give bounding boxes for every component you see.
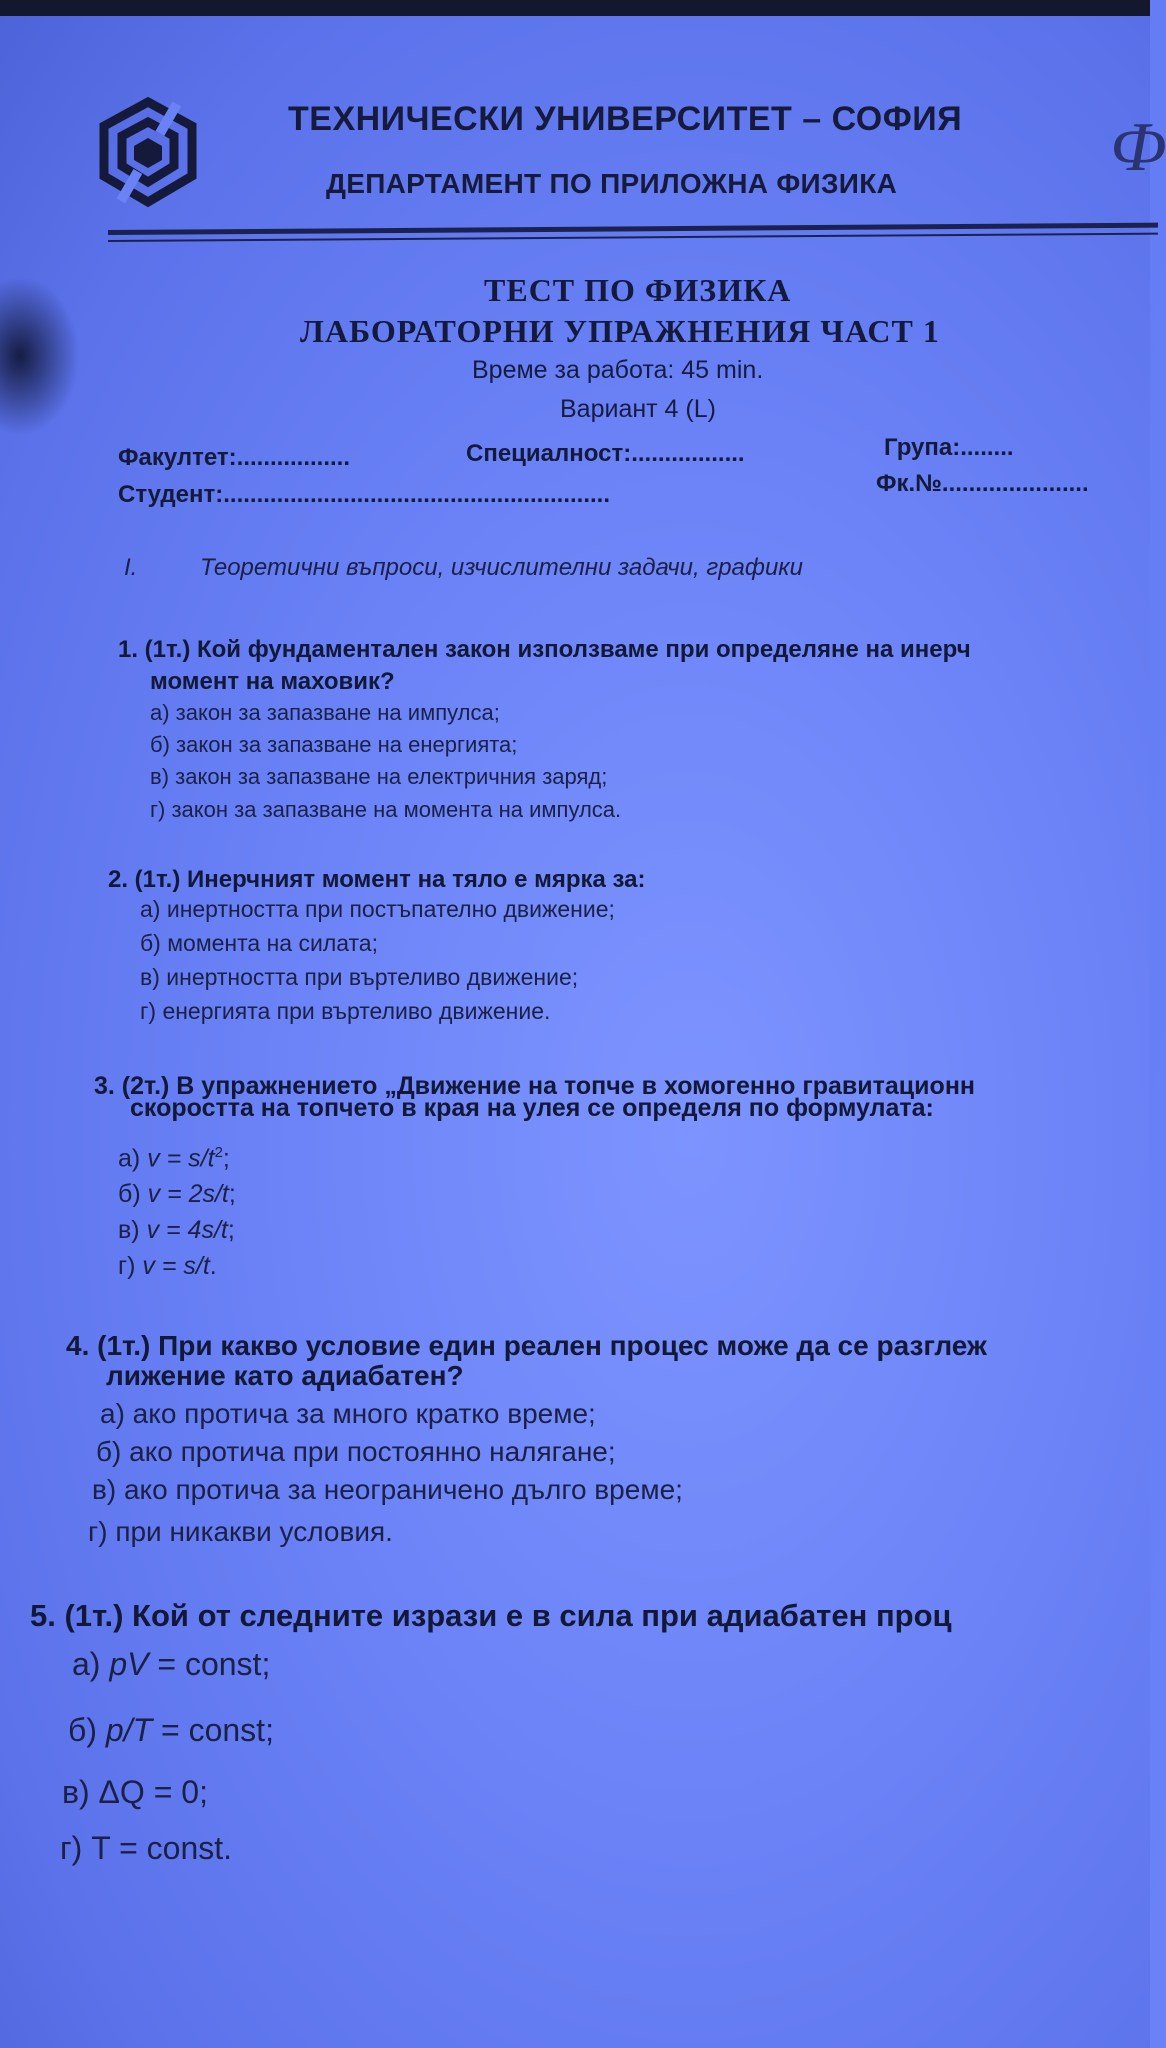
q5-option-a-formula: pV [109, 1646, 149, 1682]
q2-option-a[interactable]: а) инертността при постъпателно движение; [140, 896, 615, 922]
q4-option-b[interactable]: б) ако протича при постоянно налягане; [96, 1436, 616, 1467]
q2-option-c[interactable]: в) инертността при въртеливо движение; [140, 964, 579, 990]
question-3: 3. (2т.) В упражнението „Движение на топче в хомогенно гравитационн [94, 1072, 976, 1100]
q2-option-b[interactable]: б) момента на силата; [140, 930, 378, 956]
q3-option-b[interactable] [118, 1180, 236, 1209]
q3-option-a-prefix: а) [118, 1144, 148, 1173]
q3-option-a[interactable] [118, 1144, 230, 1173]
q4-option-c[interactable]: в) ако протича за неограничено дълго време; [92, 1474, 683, 1505]
q5-option-b[interactable] [68, 1712, 274, 1749]
q1-option-c[interactable]: в) закон за запазване на електричния заряд; [150, 764, 608, 789]
q2-option-d[interactable]: г) енергията при въртеливо движение. [140, 998, 551, 1024]
q3-option-a-exponent: 2 [214, 1144, 223, 1161]
question-1-cont: момент на маховик? [150, 668, 395, 695]
q3-option-b-end: ; [228, 1180, 236, 1208]
q5-option-b-prefix: б) [68, 1712, 106, 1748]
q4-option-d[interactable]: г) при никакви условия. [88, 1516, 393, 1547]
q1-option-a[interactable]: а) закон за запазване на импулса; [150, 700, 500, 725]
q3-option-c-formula: v = 4s/t [146, 1216, 228, 1244]
q5-option-b-formula: p/T [105, 1712, 153, 1748]
q1-option-d[interactable]: г) закон за запазване на момента на импулса. [150, 797, 622, 822]
student-field[interactable]: Студент:.......................................................... [118, 481, 610, 508]
test-subtitle: ЛАБОРАТОРНИ УПРАЖНЕНИЯ ЧАСТ 1 [300, 313, 940, 349]
university-name: ТЕХНИЧЕСКИ УНИВЕРСИТЕТ – СОФИЯ [288, 100, 963, 138]
department-logo-letter: Ф [1110, 109, 1166, 186]
variant: Вариант 4 (L) [560, 395, 716, 423]
q5-option-d-end: T = const. [91, 1830, 233, 1866]
faculty-number-field[interactable]: Фк.№...................... [876, 470, 1089, 497]
q3-option-c[interactable] [118, 1216, 235, 1245]
question-5: 5. (1т.) Кой от следните изрази е в сила при адиабатен проц [30, 1598, 952, 1633]
q5-option-c-prefix: в) [62, 1774, 99, 1810]
q3-option-d[interactable] [118, 1252, 217, 1281]
q5-option-c-end: ΔQ = 0; [98, 1774, 208, 1810]
specialty-field[interactable]: Специалност:................. [466, 440, 745, 467]
q3-option-b-formula: v = 2s/t [147, 1180, 229, 1208]
finger-shadow [0, 276, 80, 436]
q3-option-a-end: ; [222, 1144, 230, 1173]
q3-option-c-end: ; [227, 1216, 235, 1244]
q5-option-c[interactable] [62, 1774, 208, 1811]
q5-option-a[interactable] [72, 1646, 270, 1683]
department-name: ДЕПАРТАМЕНТ ПО ПРИЛОЖНА ФИЗИКА [326, 168, 898, 199]
question-4-cont: лижение като адиабатен? [106, 1360, 464, 1391]
top-dark-edge [0, 0, 1150, 16]
work-time: Време за работа: 45 min. [472, 356, 764, 384]
q5-option-d-prefix: г) [60, 1830, 92, 1866]
q3-option-d-prefix: г) [118, 1252, 143, 1280]
q5-option-a-prefix: а) [72, 1646, 110, 1682]
question-2: 2. (1т.) Инерчният момент на тяло е мярка за: [108, 866, 646, 893]
q4-option-a[interactable]: а) ако протича за много кратко време; [100, 1398, 596, 1429]
faculty-field[interactable]: Факултет:................. [118, 444, 351, 471]
q3-option-d-end: . [209, 1252, 217, 1280]
q5-option-a-end: = const; [148, 1646, 271, 1682]
q3-option-c-prefix: в) [118, 1216, 147, 1244]
q3-option-d-formula: v = s/t [142, 1252, 210, 1280]
q5-option-d[interactable] [60, 1830, 232, 1867]
question-3-cont: скоростта на топчето в края на улея се определя по формулата: [130, 1094, 934, 1122]
q1-option-b[interactable]: б) закон за запазване на енергията; [150, 732, 518, 757]
q3-option-a-formula: v = s/t [147, 1144, 215, 1173]
question-4: 4. (1т.) При какво условие един реален процес може да се разглеж [66, 1330, 987, 1361]
q3-option-b-prefix: б) [118, 1180, 148, 1208]
section-title: Теоретични въпроси, изчислителни задачи, графики [200, 554, 803, 581]
q5-option-b-end: = const; [152, 1712, 274, 1748]
university-logo-icon [92, 96, 204, 208]
section-number: I. [124, 554, 138, 581]
test-title: ТЕСТ ПО ФИЗИКА [484, 272, 792, 308]
group-field[interactable]: Група:........ [884, 434, 1014, 461]
section-heading [124, 554, 803, 582]
question-1: 1. (1т.) Кой фундаментален закон използваме при определяне на инерч [118, 636, 971, 663]
